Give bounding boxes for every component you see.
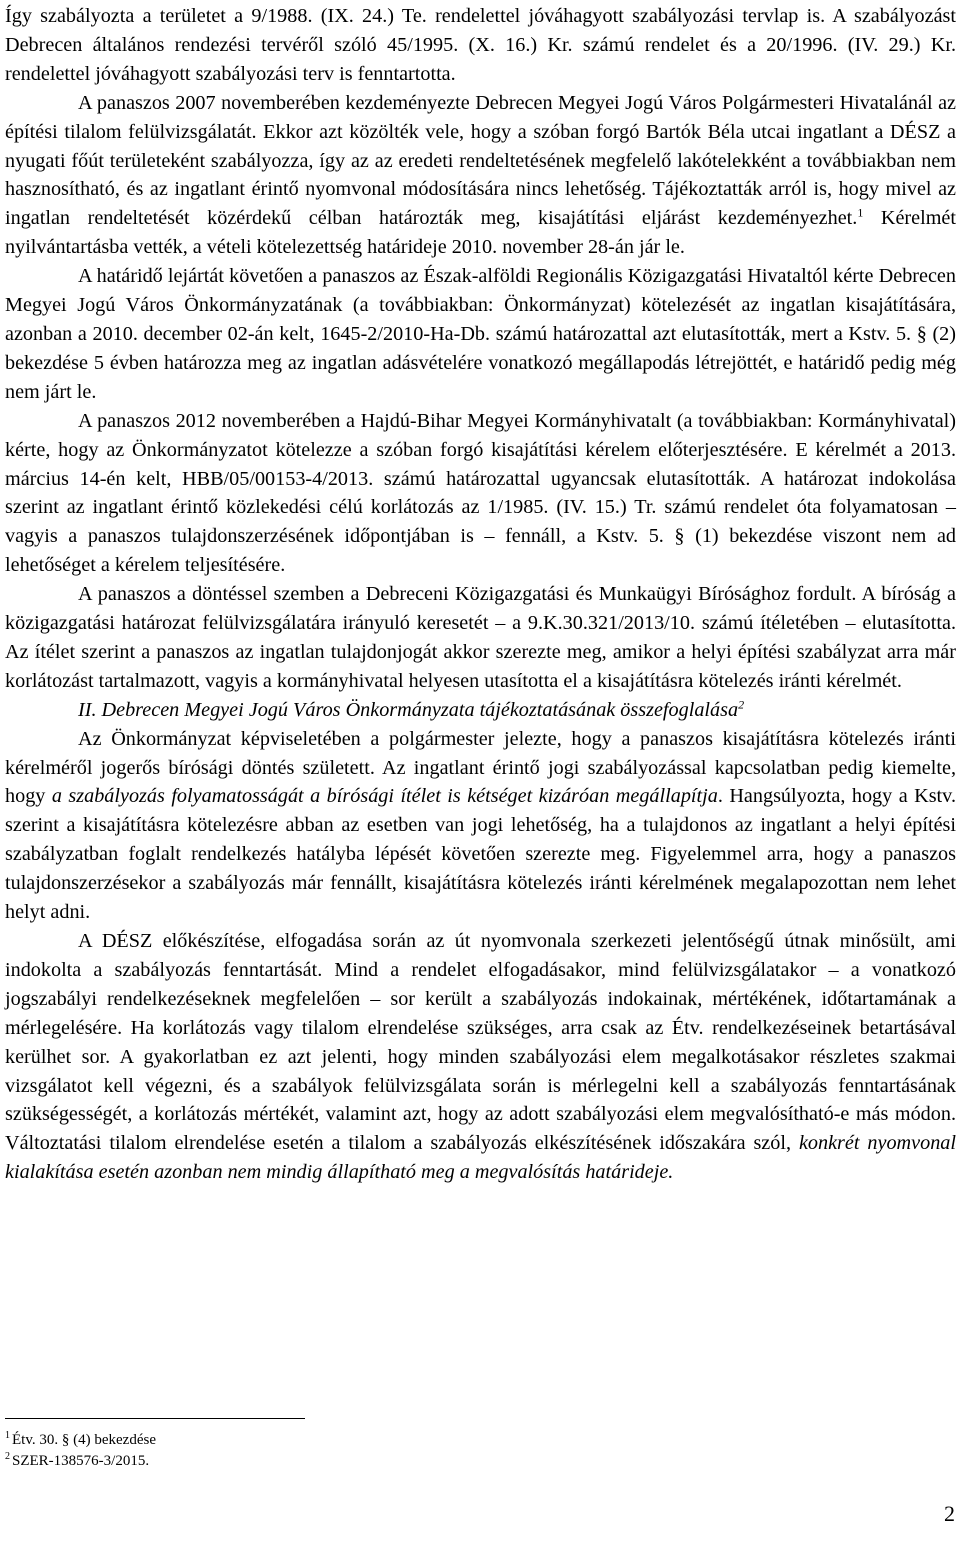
- footnote-2-text: SZER-138576-3/2015.: [12, 1453, 150, 1469]
- footnotes: [5, 1430, 156, 1472]
- section-heading-number: II.: [78, 698, 97, 721]
- paragraph-7-italic: konkrét nyomvonal kialakítása esetén azonban nem mindig állapítható meg a megvalósítás határideje.: [5, 1132, 956, 1184]
- footnote-ref-1: 1: [857, 205, 864, 220]
- paragraph-2: [5, 89, 956, 262]
- paragraph-4: A panaszos 2012 novemberében a Hajdú-Bihar Megyei Kormányhivatalt (a továbbiakban: Kormányhivatal) kérte, hogy az Önkormányzatot kötelezze a szóban forgó kisajátítási kérelem előterjesztésére. E kérelmét a 2013. március 14-én kelt, HBB/05/00153-4/2013. számú határozattal ugyancsak elutasították. A határozat indokolása szerint az ingatlant érintő közlekedési célú korlátozás az 1/1985. (IV. 15.) Tr. számú rendelet óta folyamatosan – vagyis a panaszos tulajdonszerzésének időpontjában is – fennáll, a Kstv. 5. § (1) bekezdése viszont nem ad lehetőséget a kérelem teljesítésére.: [5, 409, 956, 577]
- paragraph-7: [5, 927, 956, 1187]
- paragraph-2-text-b: Kérelmét nyilvántartásba vették, a vételi kötelezettség határideje 2010. november 28-án jár le.: [5, 207, 956, 259]
- page-number: 2: [944, 1501, 955, 1526]
- paragraph-6: [5, 725, 956, 927]
- paragraph-6-text-b: . Hangsúlyozta, hogy a Kstv. szerint a kisajátításra kötelezésre abban az esetben van jogi lehetőség, ha a tulajdonos az ingatlant a helyi építési szabályzatban foglalt rendelkezés hatályba lépését követően szerezte meg. Figyelemmel arra, hogy a panaszos tulajdonszerzésekor a szabályozás már fennállt, kisajátításra kötelezés iránti kérelmének megalapozottan nem lehet helyt adni.: [5, 785, 956, 924]
- paragraph-2-text-a: A panaszos 2007 novemberében kezdeményezte Debrecen Megyei Jogú Város Polgármesteri Hivatalánál az építési tilalom felülvizsgálatát. Ekkor azt közölték vele, hogy a szóban forgó Bartók Béla utcai ingatlant a DÉSZ a nyugati főút területeként szabályozza, így az az eredeti rendeltetésének megfelelő lakótelekként a továbbiakban nem hasznosítható, és az ingatlant érintő nyomvonal módosítására nincs lehetőség. Tájékoztatták arról is, hogy mivel az ingatlan rendeltetését közérdekű célban határozták meg, kisajátítási eljárást kezdeményezhet.: [5, 91, 956, 230]
- paragraph-6-italic: a szabályozás folyamatosságát a bírósági ítélet is kétséget kizáróan megállapítja: [51, 785, 718, 808]
- footnote-2: [5, 1451, 156, 1472]
- paragraph-1: Így szabályozta a területet a 9/1988. (IX. 24.) Te. rendelettel jóváhagyott szabályozási tervlap is. A szabályozást Debrecen általános rendezési tervéről szóló 45/1995. (X. 16.) Kr. számú rendelet és a 20/1996. (IV. 29.) Kr. rendelettel jóváhagyott szabályozási terv is fenntartotta.: [5, 5, 956, 85]
- footnote-2-number: 2: [5, 1451, 10, 1462]
- paragraph-3: A határidő lejártát követően a panaszos az Észak-alföldi Regionális Közigazgatási Hivataltól kérte Debrecen Megyei Jogú Város Önkormányzatának (a továbbiakban: Önkormányzat) kötelezését az ingatlan kisajátítására, azonban a 2010. december 02-án kelt, 1645-2/2010-Ha-Db. számú határozattal azt elutasították, mert a Kstv. 5. § (2) bekezdése 5 évben határozza meg az ingatlan adásvételére vonatkozó megállapodás létrejöttét, e határidő pedig még nem járt le.: [5, 265, 956, 403]
- document-page: [5, 2, 956, 1187]
- footnote-ref-2: 2: [738, 697, 745, 712]
- paragraph-7-text-a: A DÉSZ előkészítése, elfogadása során az út nyomvonala szerkezeti jelentőségű útnak minősült, ami indokolta a szabályozás fenntartását. Mind a rendelet elfogadásakor, mind felülvizsgálatakor – a vonatkozó jogszabályi rendelkezéseknek megfelelően – sor került a szabályozás indokainak, mértékének, időtartamának a mérlegelésére. Ha korlátozás vagy tilalom elrendelése szükséges, arra csak az Étv. rendelkezéseinek betartásával kerülhet sor. A gyakorlatban ez azt jelenti, hogy minden szabályozási elem megalkotásakor részletes szakmai vizsgálatot kell végezni, és a szabályok felülvizsgálata során is mérlegelni kell a szabályozás fenntartásának szükségességét, a korlátozás mértékét, valamint azt, hogy az adott szabályozási elem megvalósítható-e más módon. Változtatási tilalom elrendelése esetén a tilalom a szabályozás elkészítésének időszakára szól,: [5, 930, 956, 1155]
- section-heading-ii: [5, 696, 956, 725]
- paragraph-5: A panaszos a döntéssel szemben a Debreceni Közigazgatási és Munkaügyi Bírósághoz fordult. A bíróság a közigazgatási határozat felülvizsgálatára irányuló keresetét – a 9.K.30.321/2013/10. számú ítéletében – elutasította. Az ítélet szerint a panaszos az ingatlan tulajdonjogát akkor szerezte meg, amikor a helyi építési szabályzat arra már korlátozást tartalmazott, vagyis a kormányhivatal helyesen utasította el a kisajátításra kötelezés iránti kérelmét.: [5, 583, 956, 692]
- footnote-1-number: 1: [5, 1430, 10, 1441]
- paragraph-6-text-a: Az Önkormányzat képviseletében a polgármester jelezte, hogy a panaszos kisajátításra kötelezés iránti kérelméről jogerős bírósági döntés született. Az ingatlant érintő jogi szabályozással kapcsolatban pedig kiemelte, hogy: [5, 727, 956, 808]
- footnote-divider: [5, 1418, 305, 1419]
- section-heading-text: Debrecen Megyei Jogú Város Önkormányzata tájékoztatásának összefoglalása: [96, 698, 739, 721]
- footnote-1: [5, 1430, 156, 1451]
- footnote-1-text: Étv. 30. § (4) bekezdése: [12, 1432, 156, 1448]
